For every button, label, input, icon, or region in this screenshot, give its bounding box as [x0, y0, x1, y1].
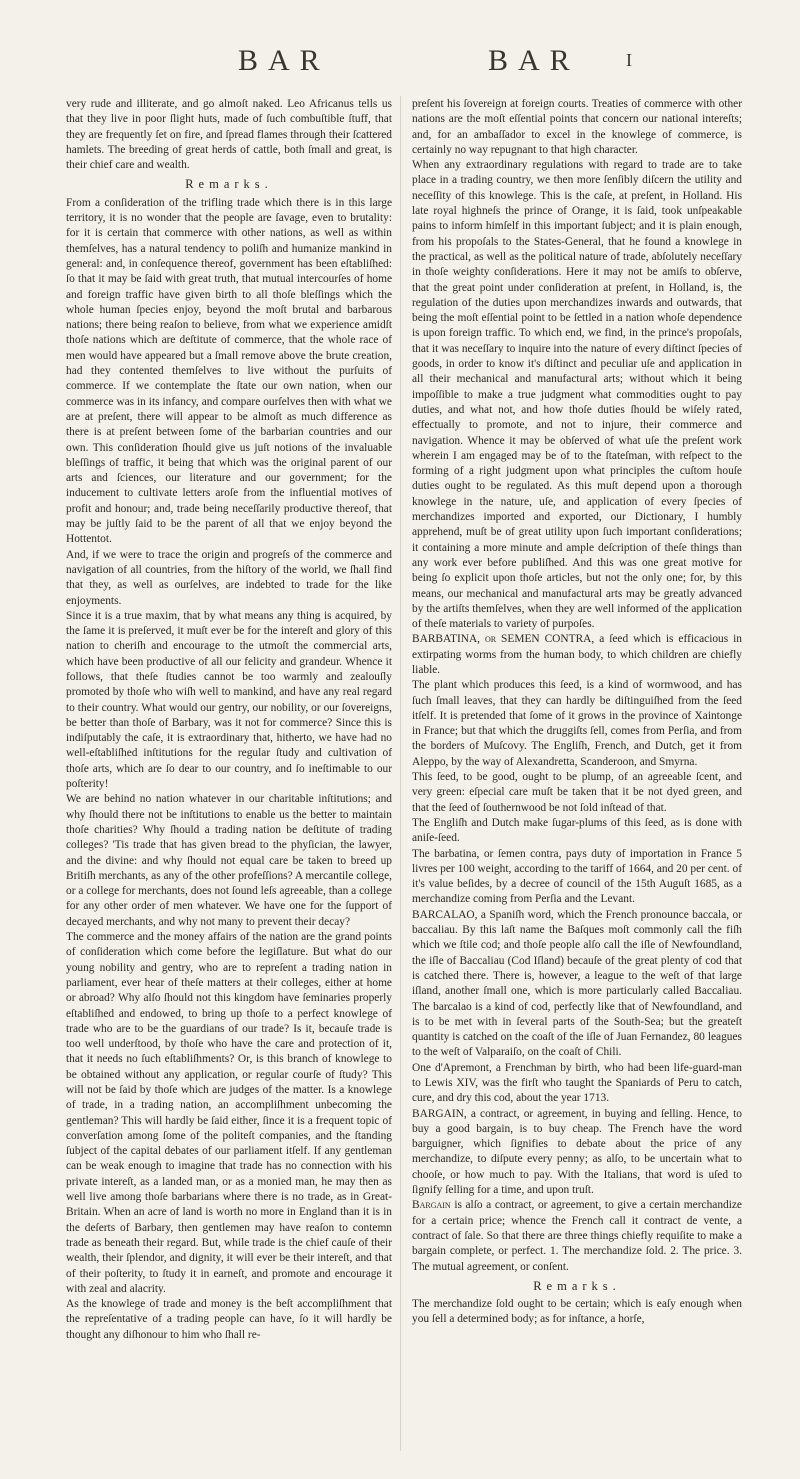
paragraph: The Engliſh and Dutch make ſugar-plums of this ſeed, as is done with aniſe-ſeed. — [412, 816, 742, 845]
entry-text: is alſo a contract, or agreement, to give a certain merchandize for a certain price; whence the French call it contract de vente, a contract of ſale. So that there are three things chiefly requiſite to make a bargain complete, or perfect. 1. The merchandize ſold. 2. The price. 3. The mutual agreement, or conſent. — [412, 1199, 742, 1273]
entry-headword: BARGAIN, — [412, 1107, 467, 1120]
remarks-heading: Remarks. — [533, 1278, 621, 1293]
paragraph: The plant which produces this ſeed, is a kind of wormwood, and has ſuch ſmall leaves, that they can hardly be diſtinguiſhed from the ſeed itſelf. It is pretended that ſome of it grows in the province of Xaintonge in France; but that which the druggiſts ſell, comes from Perſia, and from the borders of Muſcovy. The Engliſh, French, and Dutch, get it from Aleppo, by the way of Alexandretta, Scanderoon, and Smyrna. — [412, 679, 742, 768]
paragraph: The commerce and the money affairs of the nation are the grand points of conſideration which come before the legiſlature. But what do our young nobility and gentry, who are to repreſent a trading nation in parliament, ever hear of theſe matters at their colleges, either at home or abroad? Why alſo ſhould not this kingdom have ſeminaries properly eſtabliſhed and endowed, to bring up thoſe to a perfect knowlege of trade who are to be the guardians of our trade? Is it, becauſe trade is too well underſtood, by thoſe who have the care and protection of it, that it needs no ſuch eſtabliſhments? Or, is this branch of knowlege to be obtained without any application, or regular courſe of ſtudy? This will not be ſaid by thoſe which are judges of the matter. Is a knowlege of trade, in a trading nation, an accompliſhment unbecoming the gentleman? This will hardly be ſaid either, ſince it is a frequent topic of converſation among ſome of the politeſt companies, and the ſtanding ſubject of the capital debates of our parliament itſelf. If any gentleman can be weak enough to imagine that trade has no connection with his private intereſt, as a landed man, or as a monied man, he may then as well live among thoſe barbarians where there is no trade, as in Great-Britain. When an acre of land is worth no more in England than it is in the deſerts of Barbary, then gentlemen may have reaſon to contemn trade as beneath their regard. But, while trade is the chief cauſe of their wealth, their ſplendor, and dignity, it will ever be their intereſt, and that of their poſterity, to ſtudy it in earneſt, and promote and encourage it with zeal and alacrity. — [66, 931, 392, 1295]
remarks-heading: Remarks. — [185, 177, 273, 192]
paragraph: And, if we were to trace the origin and progreſs of the commerce and navigation of all countries, from the hiſtory of the world, we ſhall find that they, as well as ourſelves, are indebted to trade for the like enjoyments. — [66, 548, 392, 607]
left-column — [66, 97, 392, 1343]
dictionary-entry-bargain-2 — [412, 1198, 742, 1274]
paragraph: preſent his ſovereign at foreign courts. Treaties of commerce with other nations are the moſt eſſential points that concern our national intereſts; and, for an ambaſſador to excel in the knowlege of commerce, is certainly no way repugnant to that high character. — [412, 98, 742, 156]
page-mark: I — [626, 50, 632, 70]
paragraph: We are behind no nation whatever in our charitable inſtitutions; and why ſhould there not be inſtitutions to enable us the better to maintain thoſe charities? Why ſhould a trading nation be deſtitute of trading colleges? 'Tis trade that has given bread to the phyſician, the lawyer, and the divine: and why ſhould not equal care be taken to breed up Britiſh merchants, as any of the other profeſſions? A mercantile college, or a college for merchants, does not ſound leſs agreeable, than a college for any other order of men whatever. We have one for the ſupport of decayed merchants, and why not many to prevent their decay? — [66, 793, 392, 928]
paragraph: This ſeed, to be good, ought to be plump, of an agreeable ſcent, and very green: eſpecial care muſt be taken that it be not dyed green, and that the ſeed of ſouthernwood be not ſold inſtead of that. — [412, 771, 742, 814]
dictionary-entry-bargain — [412, 1107, 742, 1199]
running-header — [0, 44, 800, 82]
paragraph: From a conſideration of the trifling trade which there is in this large territory, it is no wonder that the people are ſavage, even to brutality: for it is certain that commerce with other nations, as well as within themſelves, has a natural tendency to poliſh and humanize mankind in general: and, in conſequence thereof, government has been eſtabliſhed: ſo that it may be ſaid with great truth, that mutual intercourſes of home and foreign traffic have given birth to all thoſe bleſſings which the whole human ſpecies enjoy, beyond the moſt brutal and barbarous nations; there being reaſon to believe, from what we experience amidſt thoſe nations which are deſtitute of commerce, that the whole race of men would have appeared but a ſmall remove above the brute creation, had they contented themſelves to live without the purſuits of commerce. If we contemplate the ſtate our own nation, when our commerce was in its infancy, and compare ourſelves then with what we are at preſent, there will appear to be almoſt as much difference as there is at preſent between ſome of the barbarian countries and our own. This conſideration ſhould give us juſt notions of the invaluable bleſſings of traffic, it being that which was the original parent of our arts and ſciences, our literature and our government; for the inducement to cultivate letters aroſe from the influential motives of profit and honour; and, trade being neceſſarily productive thereof, that may be juſtly ſaid to be the parent of all that we enjoy beyond the Hottentot. — [66, 196, 392, 546]
dictionary-entry-barcalao — [412, 908, 742, 1061]
paragraph: very rude and illiterate, and go almoſt naked. Leo Africanus tells us that they live in poor ſlight huts, made of ſuch combuſtible ſtuff, that they are frequently ſet on fire, and ſpread flames through their ſcattered hamlets. The breeding of great herds of cattle, both ſmall and great, is their chief care and wealth. — [66, 98, 392, 172]
entry-text: a Spaniſh word, which the French pronounce baccala, or baccaliau. By this laſt name the Baſques moſt commonly call the fiſh which we ſtile cod; and thoſe people alſo call the iſle of Newfoundland, the iſle of Baccaliau (Cod Iſland) becauſe of the great plenty of cod that is catched there. There is, however, a league to the weſt of that large iſland, another ſmall one, which is more particularly called Baccaliau. The barcalao is a kind of cod, perfectly like that of Newfoundland, and is to be met with in ſeveral parts of the South-Sea; but the greateſt quantity is catched on the coaſt of the iſle of Juan Fernandez, 80 leagues to the weſt of Valparaiſo, on the coaſt of Chili. — [412, 908, 742, 1059]
paragraph: Since it is a true maxim, that by what means any thing is acquired, by the ſame it is preſerved, it muſt ever be for the intereſt and glory of this nation to cheriſh and encourage to the utmoſt the commercial arts, which have been productive of all our felicity and grandeur. Whence it follows, that theſe ſtudies cannot be too warmly and zealouſly promoted by thoſe who wiſh well to mankind, and have any real regard to their country. What would our gentry, our nobility, or our ſovereigns, be better than thoſe of Barbary, was it not for commerce? Since this is indiſputably the caſe, it is extraordinary that, hitherto, we have had no well-eſtabliſhed inſtitutions for the regular ſtudy and cultivation of thoſe arts, which are ſo dear to our country, and ſo ineſtimable to our poſterity! — [66, 609, 392, 791]
dictionary-entry-barbatina — [412, 632, 742, 678]
header-left: BAR — [238, 44, 330, 77]
entry-headword: BARCALAO, — [412, 908, 478, 921]
paragraph: When any extraordinary regulations with regard to trade are to take place in a trading country, we then more ſenſibly diſcern the utility and neceſſity of this knowlege. This is the caſe, at preſent, in Holland. His late royal highneſs the prince of Orange, it is ſaid, took unſpeakable pains to inform himſelf in this important ſubject; and it is plain enough, from his propoſals to the States-General, that he found a knowlege in the practical, as well as the political nature of trade, abſolutely neceſſary in thoſe weighty conſiderations. Here it may not be amiſs to obſerve, that the great point under conſideration at preſent, in Holland, is, the regulation of the duties upon merchandizes inwards and outwards, that being the moſt eſſential point to be ſettled in a nation whoſe dependence is upon foreign traffic. To which end, we find, in the prince's propoſals, that it was neceſſary to inquire into the nature of every diſtinct ſpecies of goods, in order to know it's diſtinct and peculiar uſe and application in all their mechanical and manufactural arts; without which it being impoſſible to make a true judgment what commodities ought to pay duties, and what not, and how thoſe duties ſhould be wiſely rated, effectually to promote, and not to injure, their commerce and navigation. Whence it may be obſerved of what uſe the preſent work wherein I am engaged may be of to the ſtateſman, with reſpect to the forming of a right judgment upon what principles the cuſtom houſe duties ought to be regulated. As this muſt depend upon a thorough knowlege in the nature, uſe, and application of every ſpecies of merchandizes imported and exported, our Dictionary, I humbly apprehend, muſt be of great utility upon ſuch important conſiderations; it containing a more minute and ample deſcription of theſe things than any work ever before publiſhed. And this was one great motive for being ſo explicit upon thoſe articles, but not the only one; for, by this means, our mechanical and manufactural arts may be greatly advanced by the artiſts themſelves, when they are well informed of the application of theſe materials to variety of purpoſes. — [412, 159, 742, 631]
column-gutter — [400, 96, 401, 1451]
header-right: BAR — [488, 44, 580, 77]
paragraph: As the knowlege of trade and money is the beſt accompliſhment that the repreſentative of a trading people can have, ſo it will hardly be thought any diſhonour to him who ſhall re- — [66, 1298, 392, 1341]
paragraph: One d'Apremont, a Frenchman by birth, who had been life-guard-man to Lewis XIV, was the firſt who taught the Spaniards of Peru to catch, cure, and dry this cod, about the year 1713. — [412, 1061, 742, 1105]
paragraph: The merchandize ſold ought to be certain; which is eaſy enough when you ſell a determined body; as for inſtance, a horſe, — [412, 1298, 742, 1326]
entry-text: a ſeed which is efficacious in extirpating worms from the human body, to which children are chiefly liable. — [412, 633, 742, 676]
entry-headword: Bargain — [412, 1199, 451, 1212]
right-column — [412, 97, 742, 1328]
paragraph: The barbatina, or ſemen contra, pays duty of importation in France 5 livres per 100 weight, according to the tariff of 1664, and 20 per cent. of it's value beſides, by a decree of council of the 15th Auguſt 1685, as a merchandize coming from Perſia and the Levant. — [412, 847, 742, 906]
entry-text: a contract, or agreement, in buying and ſelling. Hence, to buy a good bargain, is to buy cheap. The French have the word barguigner, which ſignifies to debate about the price of any merchandize, to diſpute every penny; as alſo, to be uncertain what to chooſe, or how much to pay. With the Italians, that word is uſed to ſignify ſelling for a time, and upon truſt. — [412, 1107, 742, 1197]
entry-headword: BARBATINA, or SEMEN CONTRA, — [412, 633, 595, 646]
